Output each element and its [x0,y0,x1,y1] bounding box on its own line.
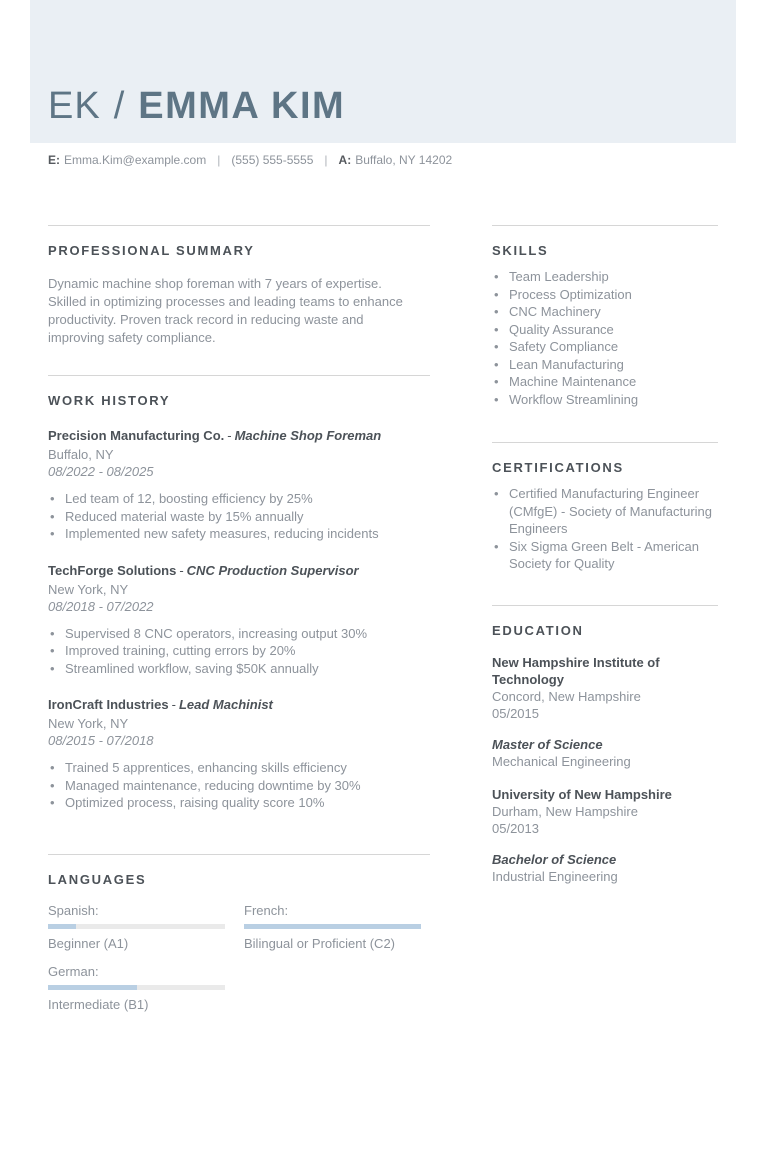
section-languages [48,854,430,1012]
job-location: Buffalo, NY [48,447,114,462]
job-location: New York, NY [48,716,129,731]
section-certifications [492,442,718,573]
job-role: CNC Production Supervisor [186,562,359,578]
job-bullet: • Streamlined workflow, saving $50K annually [48,660,430,678]
skills-list [492,268,718,408]
company-name: Precision Manufacturing Co. [48,428,225,443]
degree-block [492,851,718,885]
job-bullet-list [48,490,430,543]
job-title-line [48,427,430,444]
section-title-skills: SKILLS [492,243,549,258]
job-bullet: • Improved training, cutting errors by 20% [48,642,430,660]
initials: EK [48,85,101,127]
job-bullet-list [48,759,430,812]
section-title-education: EDUCATION [492,622,584,638]
language-progress-track [244,924,421,929]
address-value: Buffalo, NY 14202 [355,153,453,167]
section-title-languages: LANGUAGES [48,871,147,887]
job-bullet-list [48,625,430,678]
section-skills [492,225,718,408]
school-name: New Hampshire Institute of Technology [492,654,660,687]
language-progress-fill [244,924,421,929]
certifications-list [492,485,718,573]
language-level: Beginner (A1) [48,935,129,951]
right-column [492,225,718,1012]
degree-block [492,736,718,770]
certification-item: • Certified Manufacturing Engineer (CMfgE) - Society of Manufacturing Engineers [492,485,718,538]
job-role: Machine Shop Foreman [234,428,382,443]
section-title-certifications: CERTIFICATIONS [492,460,624,475]
job-entry [48,427,430,543]
job-bullet: • Trained 5 apprentices, enhancing skills efficiency [48,759,430,777]
email-value: Emma.Kim@example.com [64,153,207,167]
school-name: University of New Hampshire [492,786,672,802]
education-entry [492,654,718,770]
company-name: TechForge Solutions [48,562,177,578]
separator-pipe: | [217,153,221,167]
left-column [48,225,430,1012]
summary-paragraph: Dynamic machine shop foreman with 7 years of expertise. Skilled in optimizing processes and leading teams to enhance productivity. Proven track record in reducing waste and improving safety compliance. [48,276,403,345]
graduation-date: 05/2013 [492,820,539,836]
job-bullet: • Managed maintenance, reducing downtime by 30% [48,777,430,795]
full-name: EMMA KIM [138,85,346,127]
degree-name: Bachelor of Science [492,851,617,867]
name-line [48,87,345,125]
language-progress-fill [48,924,76,929]
language-name: German: [48,963,99,979]
job-separator: - [227,428,232,443]
language-grid [48,903,430,1012]
job-dates: 08/2022 - 08/2025 [48,464,154,479]
skill-item: • Machine Maintenance [492,373,718,391]
skill-item: • Safety Compliance [492,338,718,356]
job-entry [48,696,430,812]
skill-item: • Lean Manufacturing [492,356,718,374]
language-item [244,903,421,951]
job-separator: - [179,562,184,578]
job-location: New York, NY [48,581,129,597]
separator-pipe: | [324,153,328,167]
job-bullet: • Supervised 8 CNC operators, increasing output 30% [48,625,430,643]
skill-item: • CNC Machinery [492,303,718,321]
language-item [48,903,225,951]
job-role: Lead Machinist [178,697,273,712]
job-dates: 08/2015 - 07/2018 [48,733,154,748]
language-progress-fill [48,985,137,990]
header-banner [30,0,736,143]
degree-field: Mechanical Engineering [492,753,631,769]
skill-item: • Team Leadership [492,268,718,286]
skill-item: • Quality Assurance [492,321,718,339]
school-location: Concord, New Hampshire [492,688,641,704]
company-name: IronCraft Industries [48,697,169,712]
certification-item: • Six Sigma Green Belt - American Society for Quality [492,538,718,573]
skill-item: • Process Optimization [492,286,718,304]
skill-item: • Workflow Streamlining [492,391,718,409]
degree-field: Industrial Engineering [492,868,618,884]
language-item [48,964,225,1012]
job-entry [48,562,430,678]
job-bullet: • Reduced material waste by 15% annually [48,508,430,526]
job-bullet: • Optimized process, raising quality score 10% [48,794,430,812]
section-title-work: WORK HISTORY [48,393,171,408]
school-location: Durham, New Hampshire [492,803,638,819]
section-work-history [48,375,430,812]
section-title-summary: PROFESSIONAL SUMMARY [48,243,255,258]
degree-name: Master of Science [492,736,603,752]
job-dates: 08/2018 - 07/2022 [48,598,154,614]
section-professional-summary [48,225,430,347]
content-columns [0,225,768,1012]
email-label: E: [48,153,60,167]
phone-value: (555) 555-5555 [231,153,314,167]
language-level: Intermediate (B1) [48,996,149,1012]
section-education [492,605,718,885]
language-progress-track [48,985,225,990]
education-entry [492,786,718,885]
job-bullet: • Led team of 12, boosting efficiency by 25% [48,490,430,508]
job-bullet: • Implemented new safety measures, reducing incidents [48,525,430,543]
language-level: Bilingual or Proficient (C2) [244,935,396,951]
name-separator: / [113,85,126,127]
job-separator: - [171,697,176,712]
graduation-date: 05/2015 [492,705,539,721]
job-title-line [48,696,430,713]
address-label: A: [338,153,352,167]
job-title-line [48,562,430,579]
language-progress-track [48,924,225,929]
language-name: French: [244,902,289,918]
language-name: Spanish: [48,902,99,918]
contact-bar [48,153,768,167]
